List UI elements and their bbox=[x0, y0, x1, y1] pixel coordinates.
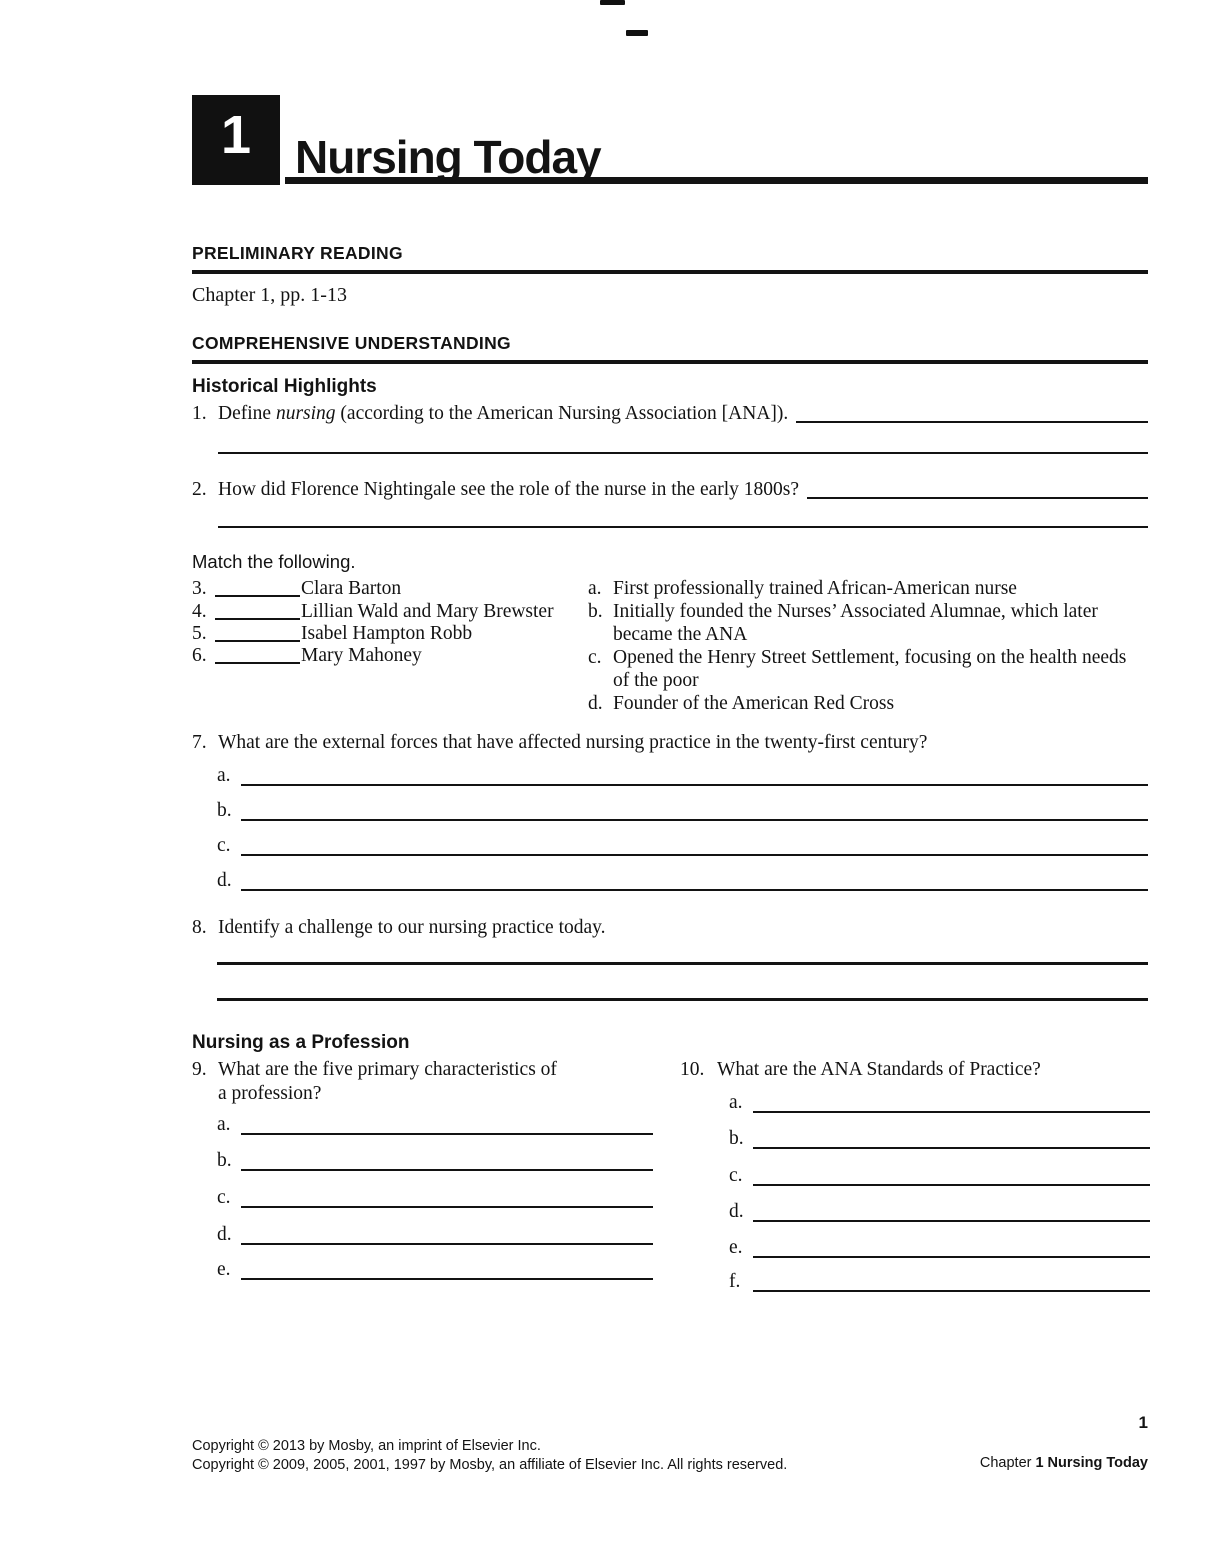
answer-blank-q1-inline[interactable] bbox=[796, 402, 1148, 423]
answer-blank-q10-a bbox=[729, 1091, 1150, 1113]
blank-letter: e. bbox=[217, 1259, 231, 1280]
answer-blank-q7-b bbox=[217, 799, 1148, 821]
question-9-text: What are the five primary characteristics of a profession? bbox=[218, 1059, 557, 1104]
match-option-b bbox=[588, 600, 1140, 646]
match-blank-3[interactable] bbox=[215, 595, 300, 597]
section-heading-preliminary-reading: PRELIMINARY READING bbox=[192, 245, 1148, 274]
match-item-name: Isabel Hampton Robb bbox=[301, 622, 473, 644]
match-blank-6[interactable] bbox=[215, 662, 300, 664]
answer-blank-q10-e bbox=[729, 1236, 1150, 1258]
answer-line-q10-d[interactable] bbox=[753, 1220, 1150, 1222]
answer-blank-q9-c bbox=[217, 1186, 653, 1208]
footer-chapter-title: 1 Nursing Today bbox=[1035, 1455, 1148, 1471]
blank-letter: c. bbox=[217, 1187, 231, 1208]
preliminary-reading-text: Chapter 1, pp. 1-13 bbox=[192, 284, 347, 306]
match-option-text: Opened the Henry Street Settlement, focusing on the health needs of the poor bbox=[613, 647, 1127, 691]
match-item-name: Clara Barton bbox=[301, 578, 402, 600]
subheading-historical-highlights: Historical Highlights bbox=[192, 376, 377, 397]
match-item-3 bbox=[192, 577, 554, 599]
match-option-letter: d. bbox=[588, 693, 603, 714]
chapter-title-rule bbox=[285, 95, 1148, 184]
copyright-line-1: Copyright © 2013 by Mosby, an imprint of Elsevier Inc. bbox=[192, 1438, 541, 1454]
blank-letter: f. bbox=[729, 1271, 741, 1292]
match-blank-5[interactable] bbox=[215, 640, 300, 642]
answer-blank-q9-e bbox=[217, 1258, 653, 1280]
answer-line-q7-b[interactable] bbox=[241, 819, 1148, 821]
match-items-column bbox=[192, 577, 554, 666]
match-blank-4[interactable] bbox=[215, 618, 300, 620]
answer-line-q7-c[interactable] bbox=[241, 854, 1148, 856]
chapter-number: 1 bbox=[220, 105, 252, 165]
match-option-a bbox=[588, 577, 1140, 600]
footer-chapter-reference bbox=[980, 1455, 1148, 1471]
match-item-number: 6. bbox=[192, 645, 207, 667]
match-item-number: 3. bbox=[192, 578, 207, 600]
page-number: 1 bbox=[1138, 1413, 1148, 1432]
match-option-c bbox=[588, 646, 1140, 692]
match-item-name: Mary Mahoney bbox=[301, 645, 422, 667]
answer-line-q8-1[interactable] bbox=[217, 962, 1148, 965]
answer-line-q9-d[interactable] bbox=[241, 1243, 653, 1245]
answer-line-q10-c[interactable] bbox=[753, 1184, 1150, 1186]
answer-line-q1[interactable] bbox=[218, 452, 1148, 454]
match-item-6 bbox=[192, 644, 554, 666]
answer-line-q9-e[interactable] bbox=[241, 1278, 653, 1280]
question-7-text: What are the external forces that have affected nursing practice in the twenty-first century? bbox=[218, 732, 928, 753]
answer-line-q9-c[interactable] bbox=[241, 1206, 653, 1208]
answer-blank-q10-b bbox=[729, 1127, 1150, 1149]
page-title: Nursing Today bbox=[295, 131, 601, 183]
question-1-number: 1. bbox=[192, 403, 207, 424]
question-10 bbox=[680, 1058, 1150, 1082]
question-2-text: How did Florence Nightingale see the role of the nurse in the early 1800s? bbox=[218, 479, 800, 500]
question-10-number: 10. bbox=[680, 1059, 705, 1080]
answer-line-q10-e[interactable] bbox=[753, 1256, 1150, 1258]
question-7-number: 7. bbox=[192, 732, 207, 753]
answer-blank-q9-b bbox=[217, 1149, 653, 1171]
blank-letter: d. bbox=[217, 870, 232, 891]
scan-artifact bbox=[626, 30, 648, 36]
match-option-letter: a. bbox=[588, 578, 602, 599]
match-item-name: Lillian Wald and Mary Brewster bbox=[301, 600, 554, 622]
question-10-text: What are the ANA Standards of Practice? bbox=[717, 1059, 1041, 1080]
answer-blank-q7-d bbox=[217, 869, 1148, 891]
blank-letter: c. bbox=[217, 835, 231, 856]
match-option-letter: b. bbox=[588, 601, 603, 622]
question-9-number: 9. bbox=[192, 1059, 207, 1080]
blank-letter: a. bbox=[217, 765, 231, 786]
match-item-4 bbox=[192, 599, 554, 621]
answer-blank-q9-a bbox=[217, 1113, 653, 1135]
footer-chapter-label: Chapter bbox=[979, 1455, 1032, 1471]
question-2 bbox=[192, 478, 1148, 502]
subheading-nursing-as-a-profession: Nursing as a Profession bbox=[192, 1032, 410, 1053]
match-instruction: Match the following. bbox=[192, 551, 356, 572]
match-options-column bbox=[588, 577, 1140, 715]
answer-line-q10-a[interactable] bbox=[753, 1111, 1150, 1113]
question-1-text: Define nursing (according to the American Nursing Association [ANA]). bbox=[218, 403, 789, 424]
section-heading-comprehensive-understanding: COMPREHENSIVE UNDERSTANDING bbox=[192, 335, 1148, 364]
match-option-text: First professionally trained African-American nurse bbox=[613, 578, 1017, 599]
match-item-number: 4. bbox=[192, 600, 207, 622]
question-1-italic-term: nursing bbox=[275, 403, 336, 424]
blank-letter: a. bbox=[729, 1092, 743, 1113]
blank-letter: e. bbox=[729, 1237, 743, 1258]
blank-letter: b. bbox=[729, 1128, 744, 1149]
answer-line-q10-f[interactable] bbox=[753, 1290, 1150, 1292]
question-1 bbox=[192, 402, 1148, 426]
match-option-d bbox=[588, 692, 1140, 715]
match-item-number: 5. bbox=[192, 622, 207, 644]
answer-blank-q7-c bbox=[217, 834, 1148, 856]
copyright-line-2: Copyright © 2009, 2005, 2001, 1997 by Mosby, an affiliate of Elsevier Inc. All rights reserved. bbox=[192, 1457, 788, 1473]
answer-line-q7-a[interactable] bbox=[241, 784, 1148, 786]
blank-letter: b. bbox=[217, 800, 232, 821]
question-2-number: 2. bbox=[192, 479, 207, 500]
blank-letter: a. bbox=[217, 1114, 231, 1135]
answer-blank-q10-d bbox=[729, 1200, 1150, 1222]
answer-line-q10-b[interactable] bbox=[753, 1147, 1150, 1149]
match-item-5 bbox=[192, 622, 554, 644]
scan-artifact bbox=[600, 0, 625, 5]
blank-letter: b. bbox=[217, 1150, 232, 1171]
match-option-text: Initially founded the Nurses’ Associated Alumnae, which later became the ANA bbox=[613, 601, 1098, 645]
question-7 bbox=[192, 731, 1148, 755]
blank-letter: d. bbox=[729, 1201, 744, 1222]
question-8-text: Identify a challenge to our nursing practice today. bbox=[218, 917, 606, 938]
answer-line-q7-d[interactable] bbox=[241, 889, 1148, 891]
question-8 bbox=[192, 916, 1148, 940]
match-option-letter: c. bbox=[588, 647, 602, 668]
blank-letter: c. bbox=[729, 1165, 743, 1186]
question-9 bbox=[192, 1058, 582, 1106]
answer-line-q8-2[interactable] bbox=[217, 998, 1148, 1001]
answer-blank-q7-a bbox=[217, 764, 1148, 786]
answer-blank-q10-c bbox=[729, 1164, 1150, 1186]
match-option-text: Founder of the American Red Cross bbox=[613, 693, 895, 714]
blank-letter: d. bbox=[217, 1224, 232, 1245]
answer-blank-q2-inline[interactable] bbox=[807, 478, 1148, 499]
answer-blank-q10-f bbox=[729, 1270, 1150, 1292]
answer-line-q2[interactable] bbox=[218, 526, 1148, 528]
answer-line-q9-a[interactable] bbox=[241, 1133, 653, 1135]
answer-blank-q9-d bbox=[217, 1223, 653, 1245]
answer-line-q9-b[interactable] bbox=[241, 1169, 653, 1171]
question-8-number: 8. bbox=[192, 917, 207, 938]
chapter-number-box bbox=[192, 95, 280, 185]
